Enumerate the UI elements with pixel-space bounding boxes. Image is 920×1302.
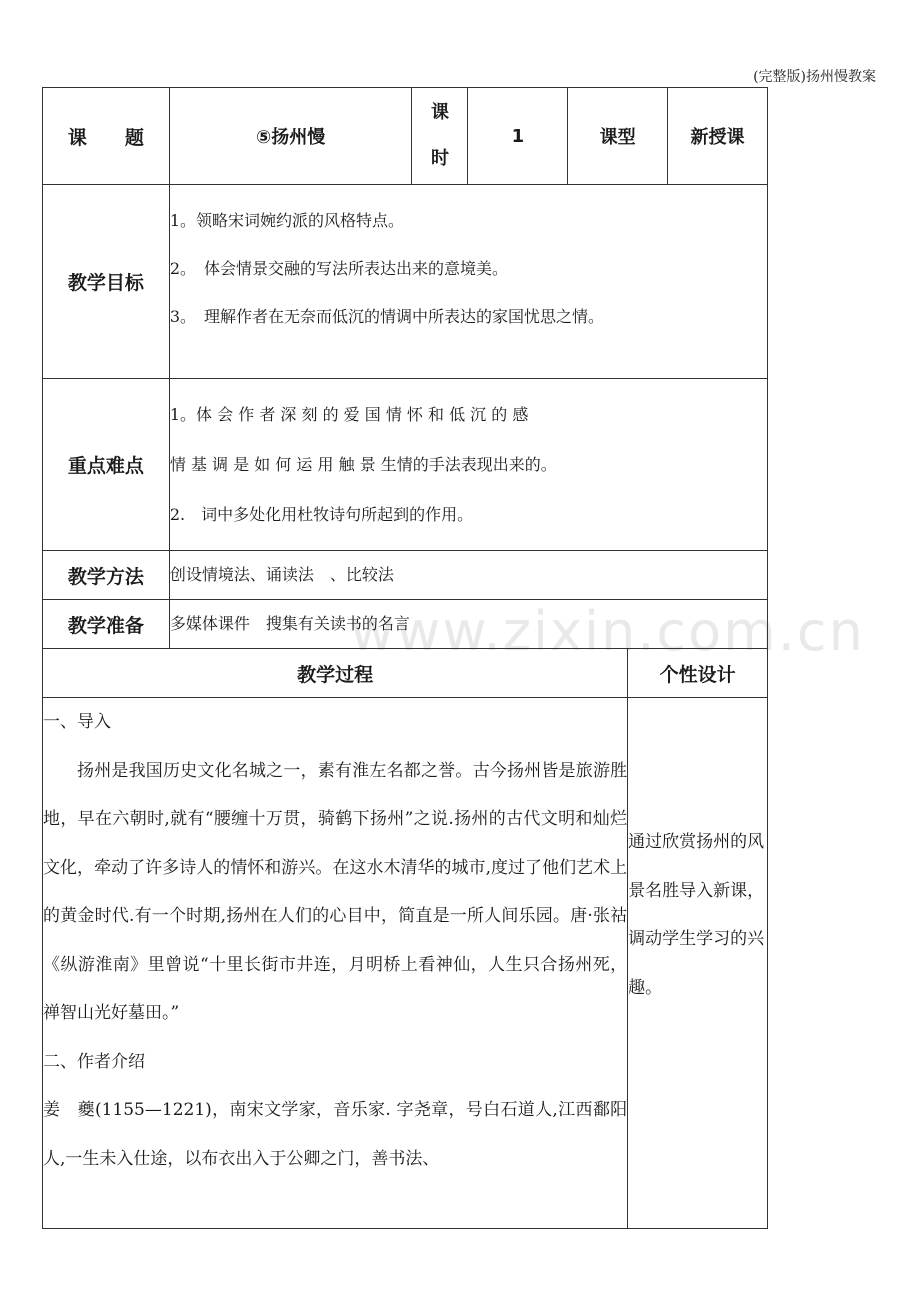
goal-item-3: 3。 理解作者在无奈而低沉的情调中所表达的家国忧思之情。 [169, 307, 605, 326]
section-intro-title: 一、导入 [43, 712, 111, 732]
process-table [42, 648, 768, 1229]
type-label: 课型 [568, 88, 668, 185]
keypoint-line-3: 2. 词中多处化用杜牧诗句所起到的作用。 [169, 504, 474, 524]
hours-value: 1 [468, 88, 568, 185]
hours-label-bottom: 时 [430, 148, 449, 169]
watermark: www.zixin.com.cn [350, 600, 865, 663]
side-design-header: 个性设计 [628, 649, 768, 698]
prep-value: 多媒体课件 搜集有关读书的名言 [169, 600, 767, 649]
section-author-title: 二、作者介绍 [43, 1051, 145, 1072]
method-label: 教学方法 [43, 551, 170, 600]
intro-paragraph: 扬州是我国历史文化名城之一，素有淮左名都之誉。古今扬州皆是旅游胜地，早在六朝时,就有“腰缠十万贯，骑鹤下扬州”之说.扬州的古代文明和灿烂文化，牵动了许多诗人的情怀和游兴。在这水木清华的城市,度过了他们艺术上的黄金时代.有一个时期,扬州在人们的心目中，简直是一所人间乐园。唐·张祜《纵游淮南》里曾说“十里长街市井连，月明桥上看神仙，人生只合扬州死，禅智山光好墓田。” [43, 760, 628, 1023]
hours-label-top: 课 [430, 102, 449, 123]
keypoint-line-1: 1。体 会 作 者 深 刻 的 爱 国 情 怀 和 低 沉 的 感 [169, 404, 529, 424]
subject-label: 课 题 [43, 88, 170, 185]
method-value: 创设情境法、诵读法 、比较法 [169, 551, 767, 600]
keypoints-content [169, 379, 767, 551]
keypoints-label: 重点难点 [43, 379, 170, 551]
keypoint-line-2: 情 基 调 是 如 何 运 用 触 景 生情的手法表现出来的。 [169, 454, 557, 474]
goals-label: 教学目标 [43, 185, 170, 379]
goals-content [169, 185, 767, 379]
goal-item-1: 1。领略宋词婉约派的风格特点。 [169, 211, 405, 230]
type-value: 新授课 [668, 88, 768, 185]
side-design-note: 通过欣赏扬州的风景名胜导入新课，调动学生学习的兴趣。 [628, 832, 765, 998]
subject-value: ⑤扬州慢 [169, 88, 412, 185]
hours-label-cell [412, 88, 468, 185]
process-content [43, 698, 628, 1229]
goal-item-2: 2。 体会情景交融的写法所表达出来的意境美。 [169, 259, 509, 278]
side-design-content [628, 698, 768, 1229]
process-header: 教学过程 [43, 649, 628, 698]
prep-label: 教学准备 [43, 600, 170, 649]
document-header-note: (完整版)扬州慢教案 [753, 69, 876, 85]
author-paragraph: 姜 夔(1155—1221)，南宋文学家，音乐家. 字尧章，号白石道人,江西鄱阳人,一生未入仕途，以布衣出入于公卿之门，善书法、 [43, 1100, 628, 1169]
lesson-info-table [42, 87, 768, 649]
